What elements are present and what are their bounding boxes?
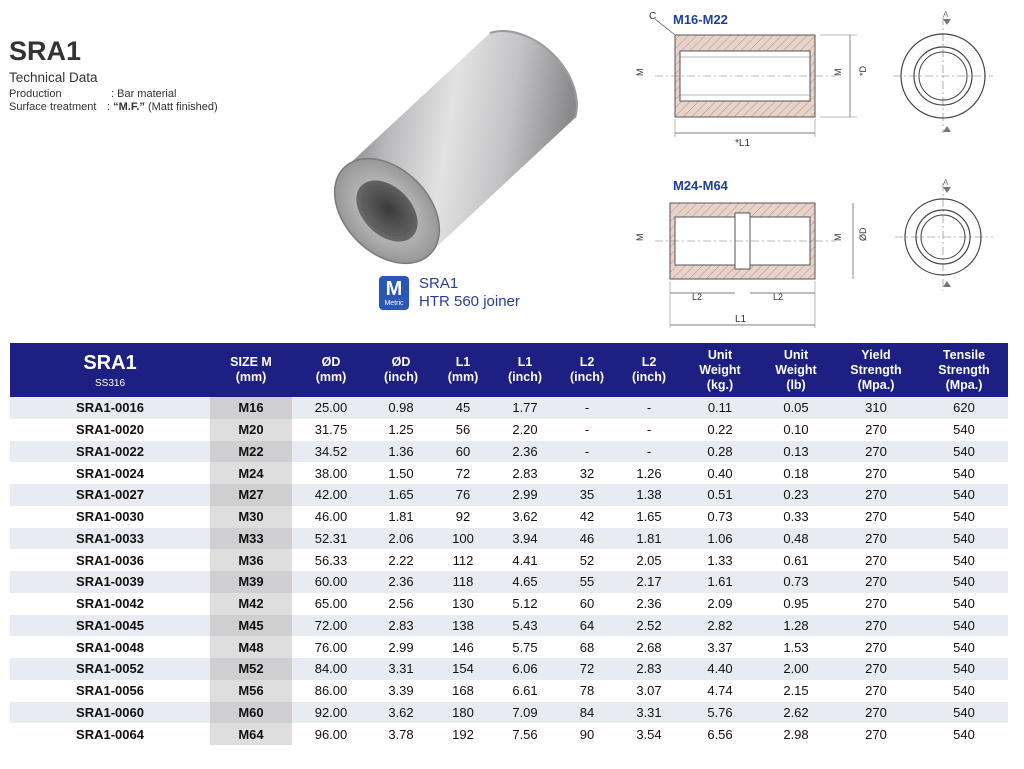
table-row bbox=[10, 419, 1008, 441]
cell-size: M39 bbox=[210, 571, 292, 593]
cell-tensile: 540 bbox=[953, 596, 975, 612]
cell-l1-inch: 1.77 bbox=[494, 397, 556, 419]
cell-l1-inch: 4.65 bbox=[494, 571, 556, 593]
cell-weight-lb: 0.05 bbox=[760, 397, 832, 419]
cell-l2-a: 68 bbox=[579, 639, 595, 655]
cell-weight-kg: 2.09 bbox=[707, 596, 733, 612]
cell-l2-b: 3.07 bbox=[636, 683, 662, 699]
cell-od-inch: 2.06 bbox=[370, 528, 432, 550]
page-title: SRA1 bbox=[9, 36, 82, 66]
thread-label-left: M bbox=[635, 68, 645, 76]
cell-l1-mm: 56 bbox=[455, 422, 471, 438]
cell-weight-kg: 0.22 bbox=[707, 422, 733, 438]
column-header-od-mm: ØD (mm) bbox=[292, 343, 370, 397]
header-title: SRA1 bbox=[83, 351, 137, 374]
thread-label-right: M bbox=[833, 68, 843, 76]
cell-part-number: SRA1-0056 bbox=[76, 683, 144, 699]
surface-code: “M.F.” bbox=[113, 101, 145, 113]
cell-od-inch: 1.36 bbox=[370, 441, 432, 463]
cell-part-number: SRA1-0064 bbox=[76, 726, 144, 742]
cell-part-number: SRA1-0045 bbox=[10, 615, 210, 637]
cell-l1-mm: 154 bbox=[432, 658, 494, 680]
cell-l2-a: - bbox=[584, 422, 590, 438]
cell-l1-inch: 3.94 bbox=[494, 528, 556, 550]
cell-part-number: SRA1-0030 bbox=[76, 509, 144, 525]
cell-od-mm: 38.00 bbox=[314, 465, 348, 481]
cell-size: M22 bbox=[210, 441, 292, 463]
cell-l1-mm: 72 bbox=[455, 465, 471, 481]
cell-size: M24 bbox=[210, 462, 292, 484]
cell-l1-mm: 130 bbox=[452, 596, 474, 612]
cell-yield: 270 bbox=[865, 596, 887, 612]
cell-od-inch: 1.81 bbox=[388, 509, 414, 525]
surface-description: (Matt finished) bbox=[144, 101, 218, 113]
cell-yield: 270 bbox=[865, 552, 887, 568]
drawing-m16-m22 bbox=[625, 5, 1015, 170]
end-view-m24-m64 bbox=[895, 178, 993, 291]
table-header-row bbox=[10, 343, 1008, 397]
cell-part-number: SRA1-0027 bbox=[10, 484, 210, 506]
cell-l1-inch: 2.20 bbox=[512, 422, 538, 438]
cell-weight-kg: 1.33 bbox=[707, 552, 733, 568]
cell-od-inch: 3.31 bbox=[370, 658, 432, 680]
cell-weight-lb: 1.28 bbox=[760, 615, 832, 637]
cell-size: M56 bbox=[210, 680, 292, 702]
cell-tensile: 540 bbox=[920, 484, 1008, 506]
cell-l2-a: - bbox=[556, 441, 618, 463]
cell-l1-inch: 7.09 bbox=[494, 702, 556, 724]
cell-od-inch: 2.36 bbox=[370, 571, 432, 593]
cell-l2-a: 60 bbox=[579, 596, 595, 612]
cell-size: M20 bbox=[210, 419, 292, 441]
cell-l2-b: 2.52 bbox=[618, 615, 680, 637]
cell-l2-a: 46 bbox=[556, 528, 618, 550]
cell-l2-a: - bbox=[556, 397, 618, 419]
cell-yield: 270 bbox=[832, 615, 920, 637]
technical-data-heading: Technical Data bbox=[9, 70, 98, 85]
cell-part-number: SRA1-0036 bbox=[76, 552, 144, 568]
cell-l1-mm: 60 bbox=[432, 441, 494, 463]
cell-weight-kg: 0.73 bbox=[707, 509, 733, 525]
diameter-label: *D bbox=[858, 65, 868, 76]
cell-od-mm: 56.33 bbox=[314, 552, 348, 568]
column-header-weight-lb: Unit Weight (lb) bbox=[760, 343, 832, 397]
cell-size: M52 bbox=[210, 658, 292, 680]
cell-l2-b: 1.81 bbox=[618, 528, 680, 550]
cell-part-number: SRA1-0048 bbox=[76, 639, 144, 655]
cell-l1-mm: 45 bbox=[432, 397, 494, 419]
cell-yield: 270 bbox=[865, 509, 887, 525]
cell-od-mm: 76.00 bbox=[314, 639, 348, 655]
cell-part-number: SRA1-0052 bbox=[10, 658, 210, 680]
cell-od-inch: 1.50 bbox=[388, 465, 414, 481]
cell-weight-lb: 1.53 bbox=[783, 639, 809, 655]
cell-l2-b: 2.05 bbox=[636, 552, 662, 568]
table-row bbox=[10, 636, 1008, 658]
cell-l2-a: 42 bbox=[579, 509, 595, 525]
cell-l1-mm: 192 bbox=[452, 726, 474, 742]
cell-tensile: 540 bbox=[953, 683, 975, 699]
table-row bbox=[10, 484, 1008, 506]
cell-l2-a: 35 bbox=[556, 484, 618, 506]
cell-weight-lb: 0.61 bbox=[783, 552, 809, 568]
cell-od-mm: 60.00 bbox=[292, 571, 370, 593]
end-view-m16-m22 bbox=[893, 10, 993, 133]
cell-od-mm: 86.00 bbox=[314, 683, 348, 699]
specs-table bbox=[10, 343, 1008, 745]
cell-weight-kg: 5.76 bbox=[680, 702, 760, 724]
l2-label-right: L2 bbox=[773, 292, 784, 302]
column-header-part-no bbox=[10, 343, 210, 397]
cell-l1-inch: 4.41 bbox=[512, 552, 538, 568]
cell-l2-b: 2.36 bbox=[636, 596, 662, 612]
cell-weight-lb: 2.62 bbox=[760, 702, 832, 724]
section-label-bottom: A bbox=[943, 178, 949, 187]
cell-l2-b: - bbox=[646, 422, 652, 438]
cell-tensile: 540 bbox=[920, 571, 1008, 593]
cell-yield: 270 bbox=[865, 465, 887, 481]
cell-l2-b: 2.68 bbox=[636, 639, 662, 655]
cell-l2-a: 64 bbox=[556, 615, 618, 637]
cell-size: M45 bbox=[210, 615, 292, 637]
cell-l2-a: 84 bbox=[556, 702, 618, 724]
cell-part-number: SRA1-0042 bbox=[76, 596, 144, 612]
column-header-size: SIZE M (mm) bbox=[210, 343, 292, 397]
cell-weight-lb: 2.98 bbox=[783, 726, 809, 742]
cell-od-inch: 0.98 bbox=[370, 397, 432, 419]
table-body bbox=[10, 397, 1008, 745]
cell-od-mm: 72.00 bbox=[292, 615, 370, 637]
cell-yield: 270 bbox=[832, 484, 920, 506]
cell-tensile: 540 bbox=[920, 441, 1008, 463]
table-row bbox=[10, 702, 1008, 724]
cell-weight-lb: 0.10 bbox=[783, 422, 809, 438]
cell-yield: 270 bbox=[832, 441, 920, 463]
cell-l2-a: 78 bbox=[579, 683, 595, 699]
cell-od-inch: 3.78 bbox=[388, 726, 414, 742]
cell-od-inch: 2.56 bbox=[388, 596, 414, 612]
column-header-l1-inch: L1 (inch) bbox=[494, 343, 556, 397]
cell-l1-inch: 7.56 bbox=[512, 726, 538, 742]
surface-prefix: : bbox=[107, 101, 114, 113]
cell-yield: 270 bbox=[865, 422, 887, 438]
cell-l1-inch: 3.62 bbox=[512, 509, 538, 525]
cell-tensile: 540 bbox=[920, 658, 1008, 680]
metric-logo bbox=[379, 276, 409, 310]
cell-l1-mm: 168 bbox=[452, 683, 474, 699]
cell-part-number: SRA1-0016 bbox=[10, 397, 210, 419]
production-label: Production bbox=[9, 88, 62, 100]
drawing-m24-m64 bbox=[625, 173, 1015, 333]
production-line bbox=[9, 88, 176, 100]
cell-size: M33 bbox=[210, 528, 292, 550]
cell-tensile: 540 bbox=[953, 509, 975, 525]
cell-l2-b: 3.31 bbox=[618, 702, 680, 724]
cell-size: M36 bbox=[210, 549, 292, 571]
product-name: SRA1 bbox=[419, 275, 459, 292]
cell-l1-inch: 2.83 bbox=[512, 465, 538, 481]
cell-l2-a: 90 bbox=[579, 726, 595, 742]
cell-weight-lb: 0.48 bbox=[760, 528, 832, 550]
cell-weight-lb: 0.13 bbox=[760, 441, 832, 463]
cell-od-inch: 2.99 bbox=[388, 639, 414, 655]
section-label-top: A bbox=[943, 10, 949, 19]
cell-l2-b: 1.38 bbox=[618, 484, 680, 506]
cell-part-number: SRA1-0033 bbox=[10, 528, 210, 550]
cell-od-inch: 2.22 bbox=[388, 552, 414, 568]
cell-size: M60 bbox=[210, 702, 292, 724]
cell-l2-a: 72 bbox=[556, 658, 618, 680]
cell-l2-a: 55 bbox=[556, 571, 618, 593]
cell-od-inch: 1.65 bbox=[370, 484, 432, 506]
cell-tensile: 540 bbox=[953, 465, 975, 481]
cell-l2-b: 1.65 bbox=[636, 509, 662, 525]
cell-l2-b: 2.17 bbox=[618, 571, 680, 593]
cell-weight-kg: 3.37 bbox=[707, 639, 733, 655]
chamfer-label: C bbox=[649, 11, 657, 22]
product-description: HTR 560 joiner bbox=[419, 293, 520, 310]
cell-l2-b: 3.54 bbox=[636, 726, 662, 742]
cell-l2-a: 32 bbox=[579, 465, 595, 481]
table-row bbox=[10, 441, 1008, 463]
cell-weight-kg: 0.28 bbox=[680, 441, 760, 463]
cell-l1-inch: 5.12 bbox=[512, 596, 538, 612]
cell-weight-kg: 2.82 bbox=[680, 615, 760, 637]
cell-size: M16 bbox=[210, 397, 292, 419]
length-label: *L1 bbox=[735, 138, 751, 149]
cell-weight-kg: 4.74 bbox=[707, 683, 733, 699]
cell-od-inch: 1.25 bbox=[388, 422, 414, 438]
cell-yield: 270 bbox=[832, 528, 920, 550]
table-row bbox=[10, 723, 1008, 745]
table-row bbox=[10, 528, 1008, 550]
product-image bbox=[330, 8, 590, 270]
cell-part-number: SRA1-0024 bbox=[76, 465, 144, 481]
cell-l2-b: - bbox=[618, 441, 680, 463]
cell-part-number: SRA1-0039 bbox=[10, 571, 210, 593]
table-row bbox=[10, 680, 1008, 702]
cell-l1-mm: 180 bbox=[432, 702, 494, 724]
cell-od-mm: 25.00 bbox=[292, 397, 370, 419]
cell-l1-mm: 118 bbox=[432, 571, 494, 593]
cell-od-inch: 3.39 bbox=[388, 683, 414, 699]
thread-label-right-2: M bbox=[833, 233, 843, 241]
table-row bbox=[10, 658, 1008, 680]
cell-od-inch: 2.83 bbox=[370, 615, 432, 637]
cell-weight-lb: 0.18 bbox=[783, 465, 809, 481]
column-header-weight-kg: Unit Weight (kg.) bbox=[680, 343, 760, 397]
cell-l2-b: 2.83 bbox=[618, 658, 680, 680]
cell-od-mm: 46.00 bbox=[314, 509, 348, 525]
drawing-title-m24-m64: M24-M64 bbox=[673, 178, 728, 193]
cell-l2-b: 1.26 bbox=[636, 465, 662, 481]
product-label bbox=[419, 275, 520, 311]
table-row bbox=[10, 549, 1008, 571]
cell-part-number: SRA1-0060 bbox=[10, 702, 210, 724]
cell-l1-mm: 100 bbox=[432, 528, 494, 550]
cell-od-mm: 31.75 bbox=[314, 422, 348, 438]
surface-treatment-line bbox=[9, 101, 218, 113]
column-header-yield: Yield Strength (Mpa.) bbox=[832, 343, 920, 397]
cell-l1-mm: 92 bbox=[455, 509, 471, 525]
cell-yield: 270 bbox=[865, 726, 887, 742]
cell-l1-mm: 146 bbox=[452, 639, 474, 655]
cell-od-mm: 42.00 bbox=[292, 484, 370, 506]
drawing-title-m16-m22: M16-M22 bbox=[673, 12, 728, 27]
cell-weight-kg: 1.06 bbox=[680, 528, 760, 550]
table-row bbox=[10, 571, 1008, 593]
table-row bbox=[10, 397, 1008, 419]
cell-l2-b: - bbox=[618, 397, 680, 419]
column-header-l2-a: L2 (inch) bbox=[556, 343, 618, 397]
cell-od-inch: 3.62 bbox=[370, 702, 432, 724]
cell-weight-kg: 6.56 bbox=[707, 726, 733, 742]
cell-weight-kg: 4.40 bbox=[680, 658, 760, 680]
cell-l1-inch: 6.61 bbox=[512, 683, 538, 699]
cell-od-mm: 84.00 bbox=[292, 658, 370, 680]
cell-tensile: 540 bbox=[953, 639, 975, 655]
cell-tensile: 540 bbox=[920, 615, 1008, 637]
cell-size: M48 bbox=[210, 636, 292, 658]
cell-weight-lb: 0.23 bbox=[760, 484, 832, 506]
cell-weight-lb: 0.33 bbox=[783, 509, 809, 525]
cell-size: M30 bbox=[210, 506, 292, 528]
production-value: : Bar material bbox=[111, 88, 177, 100]
cell-tensile: 540 bbox=[920, 702, 1008, 724]
cell-l1-inch: 2.36 bbox=[494, 441, 556, 463]
header-material: SS316 bbox=[94, 377, 126, 389]
cell-yield: 270 bbox=[832, 571, 920, 593]
column-header-tensile: Tensile Strength (Mpa.) bbox=[920, 343, 1008, 397]
cell-yield: 270 bbox=[865, 639, 887, 655]
cell-od-mm: 34.52 bbox=[292, 441, 370, 463]
cell-weight-kg: 1.61 bbox=[680, 571, 760, 593]
cell-tensile: 540 bbox=[953, 422, 975, 438]
cell-tensile: 540 bbox=[953, 552, 975, 568]
cell-yield: 270 bbox=[832, 658, 920, 680]
thread-label-left-2: M bbox=[635, 233, 645, 241]
table-row bbox=[10, 615, 1008, 637]
cell-od-mm: 92.00 bbox=[292, 702, 370, 724]
table-row bbox=[10, 593, 1008, 615]
column-header-od-inch: ØD (inch) bbox=[370, 343, 432, 397]
cell-l1-inch: 2.99 bbox=[494, 484, 556, 506]
column-header-l2-b: L2 (inch) bbox=[618, 343, 680, 397]
cell-weight-lb: 0.73 bbox=[760, 571, 832, 593]
cell-weight-kg: 0.11 bbox=[680, 397, 760, 419]
table-row bbox=[10, 462, 1008, 484]
cell-l1-inch: 6.06 bbox=[494, 658, 556, 680]
table-row bbox=[10, 506, 1008, 528]
cell-tensile: 540 bbox=[920, 528, 1008, 550]
cell-l1-mm: 76 bbox=[432, 484, 494, 506]
cell-l1-inch: 5.43 bbox=[494, 615, 556, 637]
cell-od-mm: 52.31 bbox=[292, 528, 370, 550]
cell-l1-mm: 138 bbox=[432, 615, 494, 637]
cell-l1-mm: 112 bbox=[452, 552, 474, 568]
cell-size: M42 bbox=[210, 593, 292, 615]
cell-yield: 270 bbox=[832, 702, 920, 724]
cell-weight-lb: 2.15 bbox=[783, 683, 809, 699]
length-label-2: L1 bbox=[735, 314, 747, 325]
cell-l1-inch: 5.75 bbox=[512, 639, 538, 655]
column-header-l1-mm: L1 (mm) bbox=[432, 343, 494, 397]
cell-tensile: 540 bbox=[953, 726, 975, 742]
metric-logo-letter: M bbox=[385, 278, 403, 300]
cell-size: M27 bbox=[210, 484, 292, 506]
surface-label: Surface treatment bbox=[9, 101, 97, 113]
diameter-label-2: ØD bbox=[858, 227, 868, 241]
cell-od-mm: 96.00 bbox=[314, 726, 348, 742]
cell-yield: 270 bbox=[865, 683, 887, 699]
cell-weight-lb: 2.00 bbox=[760, 658, 832, 680]
metric-logo-text: Metric bbox=[384, 300, 404, 307]
cell-part-number: SRA1-0020 bbox=[76, 422, 144, 438]
cell-l2-a: 52 bbox=[579, 552, 595, 568]
cell-weight-kg: 0.40 bbox=[707, 465, 733, 481]
cell-yield: 310 bbox=[832, 397, 920, 419]
cell-weight-lb: 0.95 bbox=[783, 596, 809, 612]
l2-label-left: L2 bbox=[692, 292, 703, 302]
cell-part-number: SRA1-0022 bbox=[10, 441, 210, 463]
cell-size: M64 bbox=[210, 723, 292, 745]
cell-od-mm: 65.00 bbox=[314, 596, 348, 612]
cell-weight-kg: 0.51 bbox=[680, 484, 760, 506]
cell-tensile: 620 bbox=[920, 397, 1008, 419]
